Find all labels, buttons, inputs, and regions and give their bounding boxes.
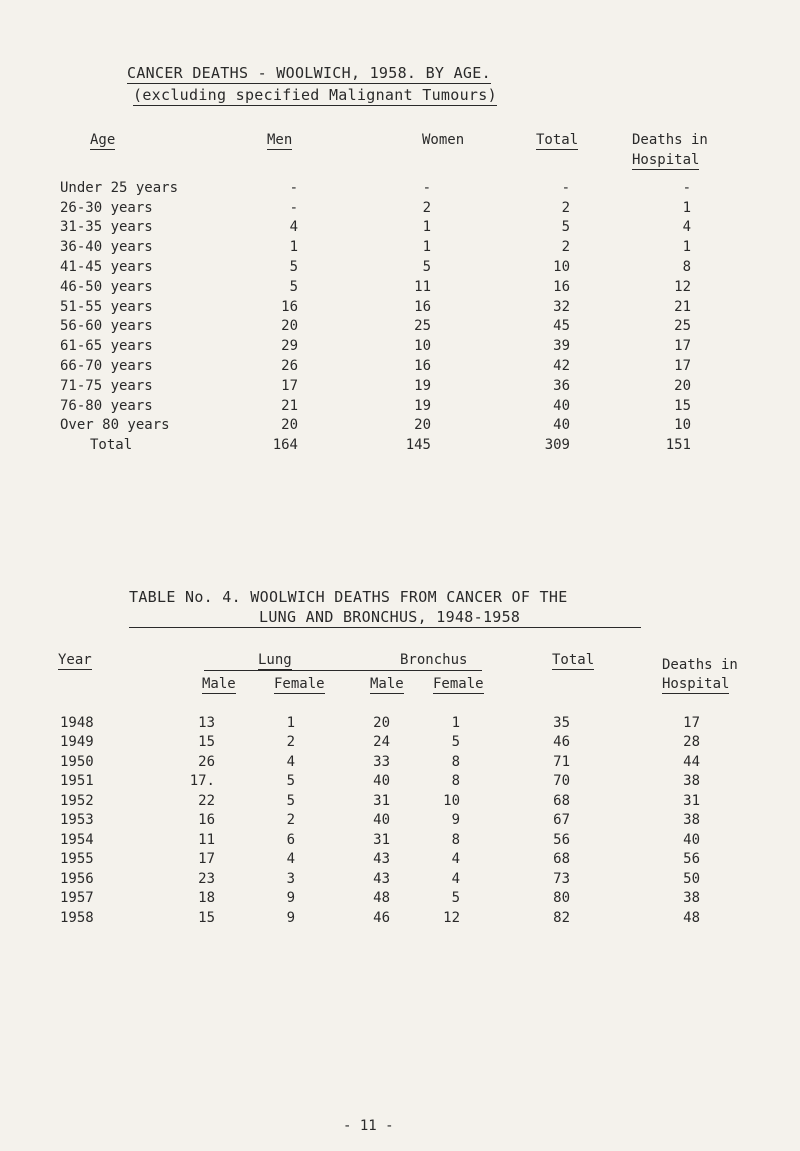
cell-hospital: 40 — [683, 831, 700, 848]
cell-year: 1952 — [60, 792, 94, 809]
cell-hospital: 8 — [682, 259, 691, 276]
cancer-deaths-by-age-table — [60, 178, 723, 455]
cell-total: 46 — [553, 734, 570, 751]
table-row — [60, 811, 730, 831]
lung-bronchus-deaths-table — [60, 713, 730, 928]
cell-age: 41-45 years — [60, 259, 153, 276]
cell-men: - — [289, 199, 298, 216]
cell-total: 68 — [553, 792, 570, 809]
table-row — [60, 772, 730, 792]
cell-hospital: 28 — [683, 734, 700, 751]
header-year: Year — [58, 652, 92, 668]
cell-lung-m: 18 — [198, 890, 215, 907]
cell-hospital: 15 — [674, 397, 691, 414]
cell-age: 31-35 years — [60, 219, 153, 236]
cell-lung-m: 16 — [198, 812, 215, 829]
cell-total: 35 — [553, 714, 570, 731]
cell-lung-m: 17. — [189, 773, 215, 790]
cell-br-m: 48 — [373, 890, 390, 907]
header-total: Total — [536, 132, 579, 148]
table-row — [60, 178, 723, 198]
cell-total: 36 — [553, 377, 570, 394]
cell-year: 1949 — [60, 734, 94, 751]
cell-men: - — [289, 179, 298, 196]
table-row — [60, 376, 723, 396]
table-row — [60, 218, 723, 238]
cell-women: 25 — [414, 318, 431, 335]
cell-total: 16 — [553, 278, 570, 295]
cell-br-m: 31 — [373, 831, 390, 848]
header-total-2: Total — [552, 652, 595, 668]
cell-men: 5 — [289, 278, 298, 295]
cell-age: Under 25 years — [60, 179, 179, 196]
cell-men: 5 — [289, 259, 298, 276]
cell-lung-f: 9 — [286, 909, 295, 926]
cell-women: - — [422, 179, 431, 196]
cell-women: 16 — [414, 298, 431, 315]
cell-br-f: 10 — [443, 792, 460, 809]
cell-hospital: 17 — [674, 358, 691, 375]
cell-br-f: 12 — [443, 909, 460, 926]
cell-hospital: 1 — [682, 239, 691, 256]
cell-age: 76-80 years — [60, 397, 153, 414]
header-bronchus: Bronchus — [400, 652, 468, 668]
table-row — [60, 416, 723, 436]
cell-women: 20 — [414, 417, 431, 434]
table-row — [60, 889, 730, 909]
cell-br-f: 5 — [451, 734, 460, 751]
cell-hospital: 50 — [683, 870, 700, 887]
cell-age: 36-40 years — [60, 239, 153, 256]
header-lung-female: Female — [274, 676, 325, 692]
cell-total: 32 — [553, 298, 570, 315]
table-row — [60, 277, 723, 297]
cell-women: 11 — [414, 278, 431, 295]
cell-lung-m: 23 — [198, 870, 215, 887]
cell-women: 5 — [422, 259, 431, 276]
cell-men: 20 — [281, 417, 298, 434]
table-row — [60, 830, 730, 850]
cell-total: 45 — [553, 318, 570, 335]
cell-hospital: 48 — [683, 909, 700, 926]
table-row — [60, 396, 723, 416]
cell-br-m: 31 — [373, 792, 390, 809]
cell-men: 4 — [289, 219, 298, 236]
table2-subtitle: LUNG AND BRONCHUS, 1948-1958 — [259, 608, 521, 626]
cell-men: 17 — [281, 377, 298, 394]
cell-br-f: 9 — [451, 812, 460, 829]
cell-br-f: 8 — [451, 831, 460, 848]
header-hospital2-line2: Hospital — [662, 676, 730, 692]
cell-hospital: 31 — [683, 792, 700, 809]
header-women: Women — [422, 132, 465, 148]
cell-br-m: 46 — [373, 909, 390, 926]
cell-total: 40 — [553, 417, 570, 434]
cell-age: 46-50 years — [60, 278, 153, 295]
cell-year: 1955 — [60, 851, 94, 868]
cell-br-m: 43 — [373, 870, 390, 887]
total-hospital: 151 — [665, 437, 691, 454]
cell-lung-f: 9 — [286, 890, 295, 907]
cell-year: 1951 — [60, 773, 94, 790]
cell-lung-f: 4 — [286, 753, 295, 770]
cell-women: 2 — [422, 199, 431, 216]
cell-age: 66-70 years — [60, 358, 153, 375]
cell-men: 16 — [281, 298, 298, 315]
cell-age: 56-60 years — [60, 318, 153, 335]
table-row — [60, 297, 723, 317]
cell-lung-f: 2 — [286, 812, 295, 829]
cell-hospital: 1 — [682, 199, 691, 216]
cell-total: 5 — [561, 219, 570, 236]
cell-hospital: 56 — [683, 851, 700, 868]
cell-hospital: 20 — [674, 377, 691, 394]
cell-hospital: 4 — [682, 219, 691, 236]
cell-women: 16 — [414, 358, 431, 375]
cell-age: 61-65 years — [60, 338, 153, 355]
total-row — [60, 435, 723, 455]
cell-age: 51-55 years — [60, 298, 153, 315]
cell-total: 80 — [553, 890, 570, 907]
header-lung: Lung — [258, 652, 292, 668]
cell-total: 70 — [553, 773, 570, 790]
cell-hospital: 21 — [674, 298, 691, 315]
cell-total: 42 — [553, 358, 570, 375]
cell-total: 82 — [553, 909, 570, 926]
cell-men: 21 — [281, 397, 298, 414]
table2-title-rule — [129, 627, 641, 628]
cell-br-m: 40 — [373, 812, 390, 829]
table1-title: CANCER DEATHS - WOOLWICH, 1958. BY AGE. — [127, 64, 491, 82]
table-row — [60, 791, 730, 811]
total-men: 164 — [272, 437, 298, 454]
cell-age: Over 80 years — [60, 417, 170, 434]
cell-lung-f: 3 — [286, 870, 295, 887]
cell-hospital: 17 — [674, 338, 691, 355]
total-label: Total — [90, 437, 133, 454]
header-hospital2-line1: Deaths in — [662, 657, 738, 673]
cell-lung-f: 5 — [286, 792, 295, 809]
cell-br-m: 40 — [373, 773, 390, 790]
cell-lung-m: 15 — [198, 734, 215, 751]
cell-lung-m: 17 — [198, 851, 215, 868]
cell-total: 40 — [553, 397, 570, 414]
cell-lung-m: 26 — [198, 753, 215, 770]
cell-men: 1 — [289, 239, 298, 256]
cell-men: 29 — [281, 338, 298, 355]
table-row — [60, 356, 723, 376]
cell-lung-f: 6 — [286, 831, 295, 848]
table-row — [60, 869, 730, 889]
cell-year: 1953 — [60, 812, 94, 829]
table-row — [60, 908, 730, 928]
cell-lung-f: 5 — [286, 773, 295, 790]
cell-br-m: 33 — [373, 753, 390, 770]
page-number: - 11 - — [343, 1118, 394, 1134]
cell-total: 39 — [553, 338, 570, 355]
cell-women: 19 — [414, 397, 431, 414]
cell-br-f: 5 — [451, 890, 460, 907]
cell-br-f: 4 — [451, 870, 460, 887]
cell-br-m: 24 — [373, 734, 390, 751]
cell-women: 1 — [422, 239, 431, 256]
cell-age: 26-30 years — [60, 199, 153, 216]
cell-total: - — [561, 179, 570, 196]
cell-year: 1950 — [60, 753, 94, 770]
cell-lung-f: 2 — [286, 734, 295, 751]
total-women: 145 — [405, 437, 431, 454]
table2-title: TABLE No. 4. WOOLWICH DEATHS FROM CANCER OF THE — [129, 588, 568, 606]
cell-lung-m: 22 — [198, 792, 215, 809]
cell-total: 10 — [553, 259, 570, 276]
table1-subtitle: (excluding specified Malignant Tumours) — [133, 86, 497, 104]
cell-age: 71-75 years — [60, 377, 153, 394]
cell-total: 67 — [553, 812, 570, 829]
cell-year: 1958 — [60, 909, 94, 926]
cell-hospital: 25 — [674, 318, 691, 335]
cell-br-m: 43 — [373, 851, 390, 868]
cell-hospital: 12 — [674, 278, 691, 295]
table-row — [60, 237, 723, 257]
header-hospital-line1: Deaths in — [632, 132, 708, 148]
cell-women: 19 — [414, 377, 431, 394]
cell-br-f: 4 — [451, 851, 460, 868]
cell-total: 2 — [561, 199, 570, 216]
cell-hospital: - — [682, 179, 691, 196]
table-row — [60, 752, 730, 772]
cell-total: 2 — [561, 239, 570, 256]
table-row — [60, 198, 723, 218]
table-row — [60, 733, 730, 753]
cell-men: 20 — [281, 318, 298, 335]
header-bronchus-female: Female — [433, 676, 484, 692]
cell-total: 68 — [553, 851, 570, 868]
header-lung-male: Male — [202, 676, 236, 692]
table-row — [60, 317, 723, 337]
lung-bronchus-rule — [204, 670, 482, 671]
cell-year: 1956 — [60, 870, 94, 887]
cell-total: 56 — [553, 831, 570, 848]
cell-lung-f: 4 — [286, 851, 295, 868]
table-row — [60, 850, 730, 870]
cell-women: 10 — [414, 338, 431, 355]
cell-hospital: 10 — [674, 417, 691, 434]
cell-total: 73 — [553, 870, 570, 887]
cell-lung-m: 15 — [198, 909, 215, 926]
cell-br-f: 1 — [451, 714, 460, 731]
cell-year: 1948 — [60, 714, 94, 731]
header-men: Men — [267, 132, 293, 148]
cell-total: 71 — [553, 753, 570, 770]
cell-hospital: 17 — [683, 714, 700, 731]
cell-lung-m: 11 — [198, 831, 215, 848]
cell-br-m: 20 — [373, 714, 390, 731]
cell-hospital: 38 — [683, 890, 700, 907]
cell-lung-m: 13 — [198, 714, 215, 731]
header-hospital-line2: Hospital — [632, 152, 700, 168]
table-row — [60, 257, 723, 277]
header-age: Age — [90, 132, 116, 148]
cell-hospital: 38 — [683, 812, 700, 829]
table-row — [60, 713, 730, 733]
cell-hospital: 44 — [683, 753, 700, 770]
cell-year: 1954 — [60, 831, 94, 848]
cell-men: 26 — [281, 358, 298, 375]
cell-women: 1 — [422, 219, 431, 236]
table-row — [60, 336, 723, 356]
cell-br-f: 8 — [451, 753, 460, 770]
cell-hospital: 38 — [683, 773, 700, 790]
cell-br-f: 8 — [451, 773, 460, 790]
cell-lung-f: 1 — [286, 714, 295, 731]
header-bronchus-male: Male — [370, 676, 404, 692]
cell-year: 1957 — [60, 890, 94, 907]
total-total: 309 — [544, 437, 570, 454]
